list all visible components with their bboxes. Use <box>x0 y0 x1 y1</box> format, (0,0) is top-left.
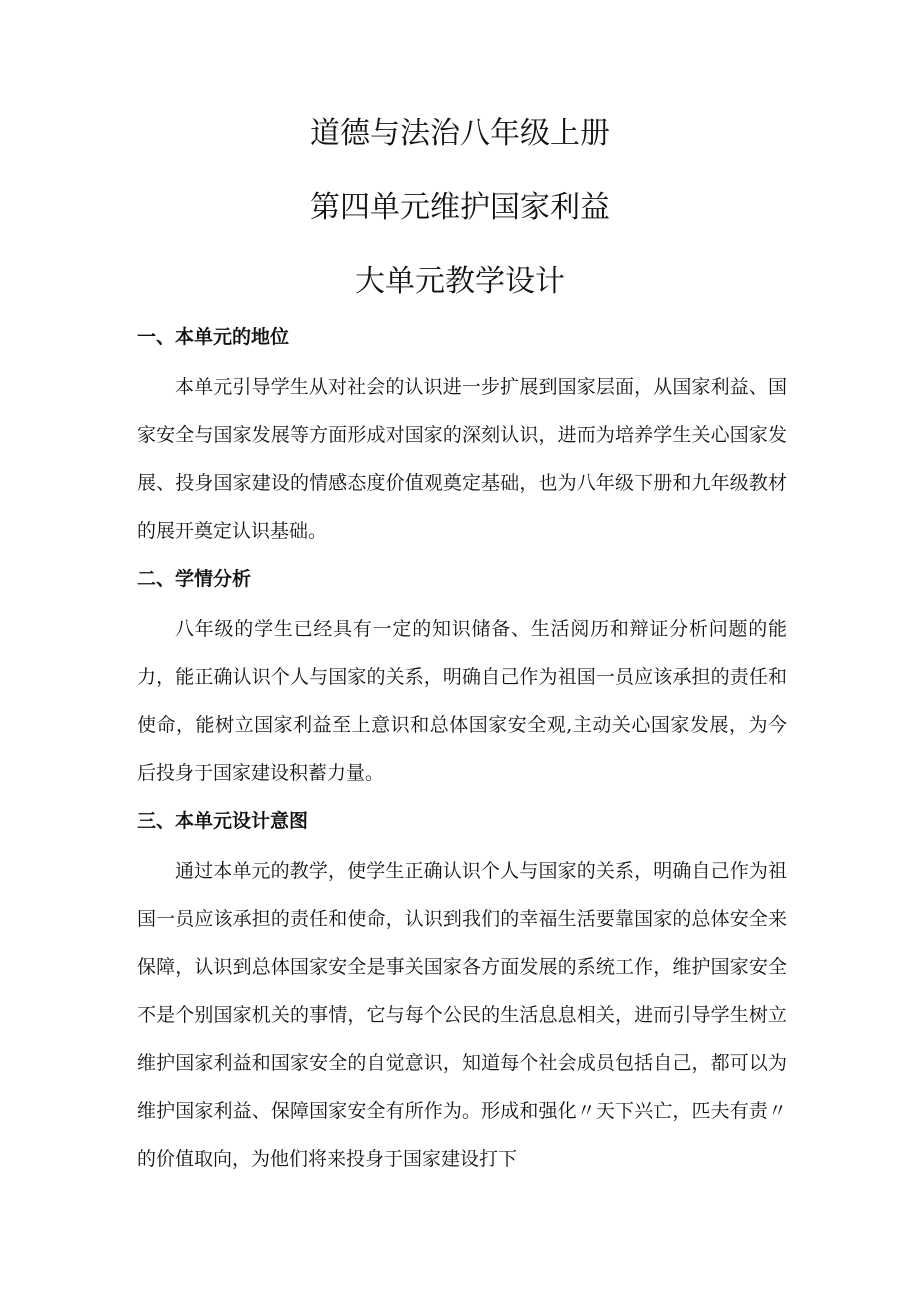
document-title-line-1: 道德与法治八年级上册 <box>310 116 610 151</box>
section-heading-student-analysis: 二、学情分析 <box>137 568 252 590</box>
document-title-line-3: 大单元教学设计 <box>355 264 565 299</box>
section-heading-position: 一、本单元的地位 <box>137 326 290 348</box>
section-heading-design-intent: 三、本单元设计意图 <box>137 810 309 832</box>
section-body-design-intent: 通过本单元的教学，使学生正确认识个人与国家的关系，明确自己作为祖国一员应该承担的责任和使命，认识到我们的幸福生活要靠国家的总体安全来保障，认识到总体国家安全是事关国家各方面发展的系统工作，维护国家安全不是个别国家机关的事情，它与每个公民的生活息息相关，进而引导学生树立维护国家利益和国家安全的自觉意识，知道每个社会成员包括自己，都可以为维护国家利益、保障国家安全有所作为。形成和强化〃天下兴亡，匹夫有责〃的价值取向，为他们将来投身于国家建设打下 <box>137 860 787 1170</box>
section-body-position: 本单元引导学生从对社会的认识进一步扩展到国家层面，从国家利益、国家安全与国家发展等方面形成对国家的深刻认识，进而为培养学生关心国家发展、投身国家建设的情感态度价值观奠定基础，也为八年级下册和九年级教材的展开奠定认识基础。 <box>137 376 787 542</box>
document-title-line-2: 第四单元维护国家利益 <box>310 190 610 225</box>
section-body-student-analysis: 八年级的学生已经具有一定的知识储备、生活阅历和辩证分析问题的能力，能正确认识个人与国家的关系，明确自己作为祖国一员应该承担的责任和使命，能树立国家利益至上意识和总体国家安全观,主动关心国家发展，为今后投身于国家建设积蓄力量。 <box>137 618 787 784</box>
